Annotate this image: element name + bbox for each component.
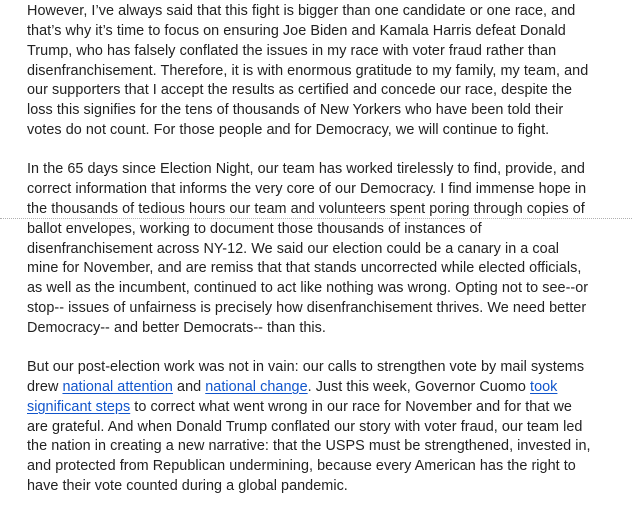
- paragraph-line: have their vote counted during a global pandemic.: [27, 478, 348, 494]
- paragraph-line: stop-- issues of unfairness is precisely how disenfranchisement thrives. We need better: [27, 300, 587, 316]
- paragraph-line: [27, 378, 557, 398]
- link-national-attention[interactable]: national attention: [62, 379, 173, 395]
- paragraph-line: disenfranchisement across NY-12. We said our election could be a canary in a coal: [27, 241, 559, 257]
- paragraph-line: our supporters that I accept the results as certified and concede our race, despite the: [27, 82, 573, 98]
- link-national-change[interactable]: national change: [205, 379, 308, 395]
- page-divider: [0, 218, 632, 219]
- text-run: and: [172, 379, 206, 395]
- paragraph-line: the thousands of tedious hours our team and volunteers spent poring through copies of: [27, 201, 585, 217]
- link-took-significant-steps[interactable]: took: [530, 379, 558, 395]
- paragraph-line: Trump, who has falsely conflated the issues in my race with voter fraud rather than: [27, 43, 557, 59]
- paragraph-line: correct information that informs the very core of our Democracy. I find immense hope in: [27, 181, 587, 197]
- paragraph-line: and protected from Republican undermining, because every American has the right to: [27, 458, 576, 474]
- paragraph-line: disenfranchisement. Therefore, it is with enormous gratitude to my family, my team, and: [27, 63, 589, 79]
- paragraph-line: loss this signifies for the tens of thousands of New Yorkers who have been told their: [27, 102, 564, 118]
- paragraph-line: [27, 398, 572, 418]
- paragraph-line: votes do not count. For those people and for Democracy, we will continue to fight.: [27, 122, 550, 138]
- paragraph-line: mine for November, and are remiss that that stands uncorrected while elected officials,: [27, 260, 582, 276]
- paragraph-line: Democracy-- and better Democrats-- than this.: [27, 320, 326, 336]
- paragraph-line: that’s why it’s time to focus on ensuring Joe Biden and Kamala Harris defeat Donald: [27, 23, 566, 39]
- paragraph-line: But our post-election work was not in vain: our calls to strengthen vote by mail systems: [27, 359, 585, 375]
- paragraph-line: ballot envelopes, working to document those thousands of instances of: [27, 221, 482, 237]
- text-run: drew: [27, 379, 63, 395]
- paragraph-line: However, I’ve always said that this fight is bigger than one candidate or one race, and: [27, 3, 576, 19]
- link-took-significant-steps[interactable]: significant steps: [27, 399, 131, 415]
- paragraph-line: as well as the incumbent, continued to act like nothing was wrong. Opting not to see--or: [27, 280, 589, 296]
- paragraph-line: the nation in creating a new narrative: that the USPS must be strengthened, invested in,: [27, 438, 591, 454]
- paragraph-line: are grateful. And when Donald Trump conflated our story with voter fraud, our team led: [27, 419, 583, 435]
- paragraph-line: In the 65 days since Election Night, our team has worked tirelessly to find, provide, and: [27, 161, 585, 177]
- text-run: . Just this week, Governor Cuomo: [307, 379, 531, 395]
- text-run: to correct what went wrong in our race for November and for that we: [130, 399, 572, 415]
